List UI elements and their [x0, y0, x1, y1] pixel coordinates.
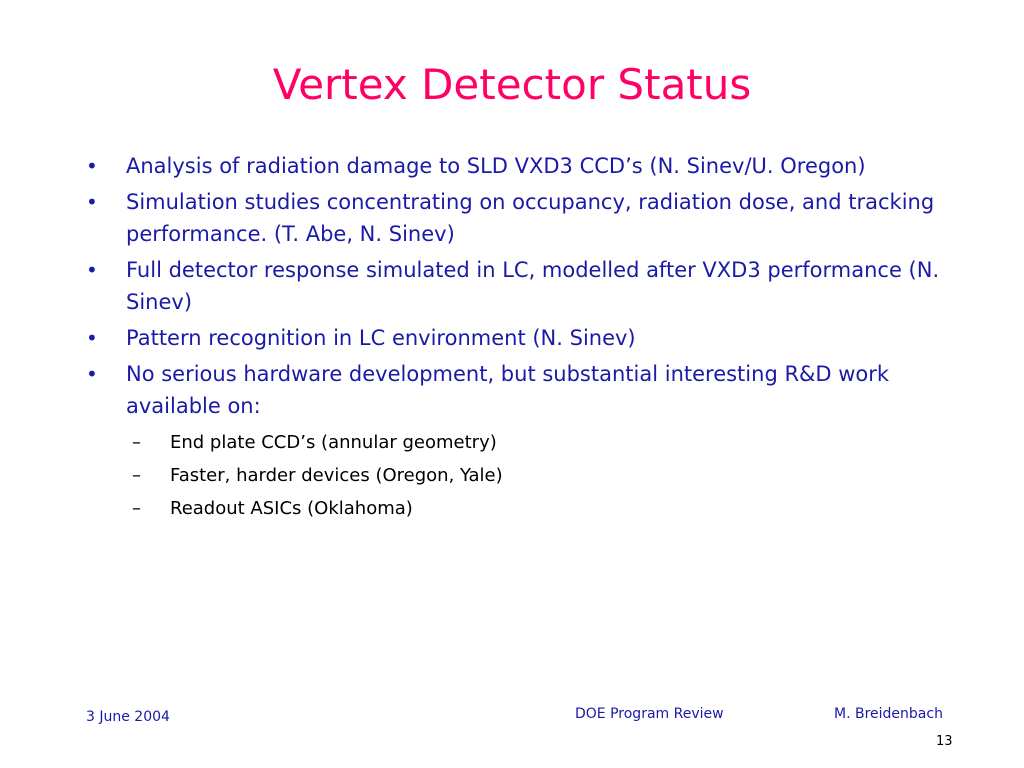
page-number: 13 [936, 734, 953, 749]
sub-bullet-item [84, 426, 944, 459]
bullet-marker: • [86, 258, 98, 282]
bullet-item [84, 322, 944, 354]
sub-bullet-text: Readout ASICs (Oklahoma) [170, 498, 413, 519]
sub-bullet-item [84, 459, 944, 492]
sub-bullet-text: End plate CCD’s (annular geometry) [170, 432, 497, 453]
bullet-text: Full detector response simulated in LC, modelled after VXD3 performance (N. Sinev) [126, 258, 940, 314]
sub-bullet-group [84, 426, 944, 525]
footer-date: 3 June 2004 [86, 709, 170, 725]
footer-author: M. Breidenbach [834, 706, 943, 722]
bullet-text: Pattern recognition in LC environment (N. Sinev) [126, 326, 636, 350]
sub-bullet-text: Faster, harder devices (Oregon, Yale) [170, 465, 503, 486]
footer-event: DOE Program Review [575, 706, 724, 722]
bullet-marker: • [86, 190, 98, 214]
bullet-item [84, 186, 944, 250]
sub-bullet-marker: – [132, 432, 141, 453]
sub-bullet-list [84, 426, 944, 525]
bullet-text: Simulation studies concentrating on occupancy, radiation dose, and tracking performance. (T. Abe, N. Sinev) [126, 190, 935, 246]
bullet-marker: • [86, 154, 98, 178]
slide-title: Vertex Detector Status [272, 60, 752, 109]
bullet-text: Analysis of radiation damage to SLD VXD3 CCD’s (N. Sinev/U. Oregon) [126, 154, 866, 178]
sub-bullet-item [84, 492, 944, 525]
bullet-marker: • [86, 362, 98, 386]
bullet-item [84, 358, 944, 422]
bullet-item [84, 254, 944, 318]
bullet-text: No serious hardware development, but substantial interesting R&D work available on: [126, 362, 890, 418]
bullet-item [84, 150, 944, 182]
sub-bullet-marker: – [132, 498, 141, 519]
bullet-list [84, 150, 944, 525]
bullet-marker: • [86, 326, 98, 350]
sub-bullet-marker: – [132, 465, 141, 486]
